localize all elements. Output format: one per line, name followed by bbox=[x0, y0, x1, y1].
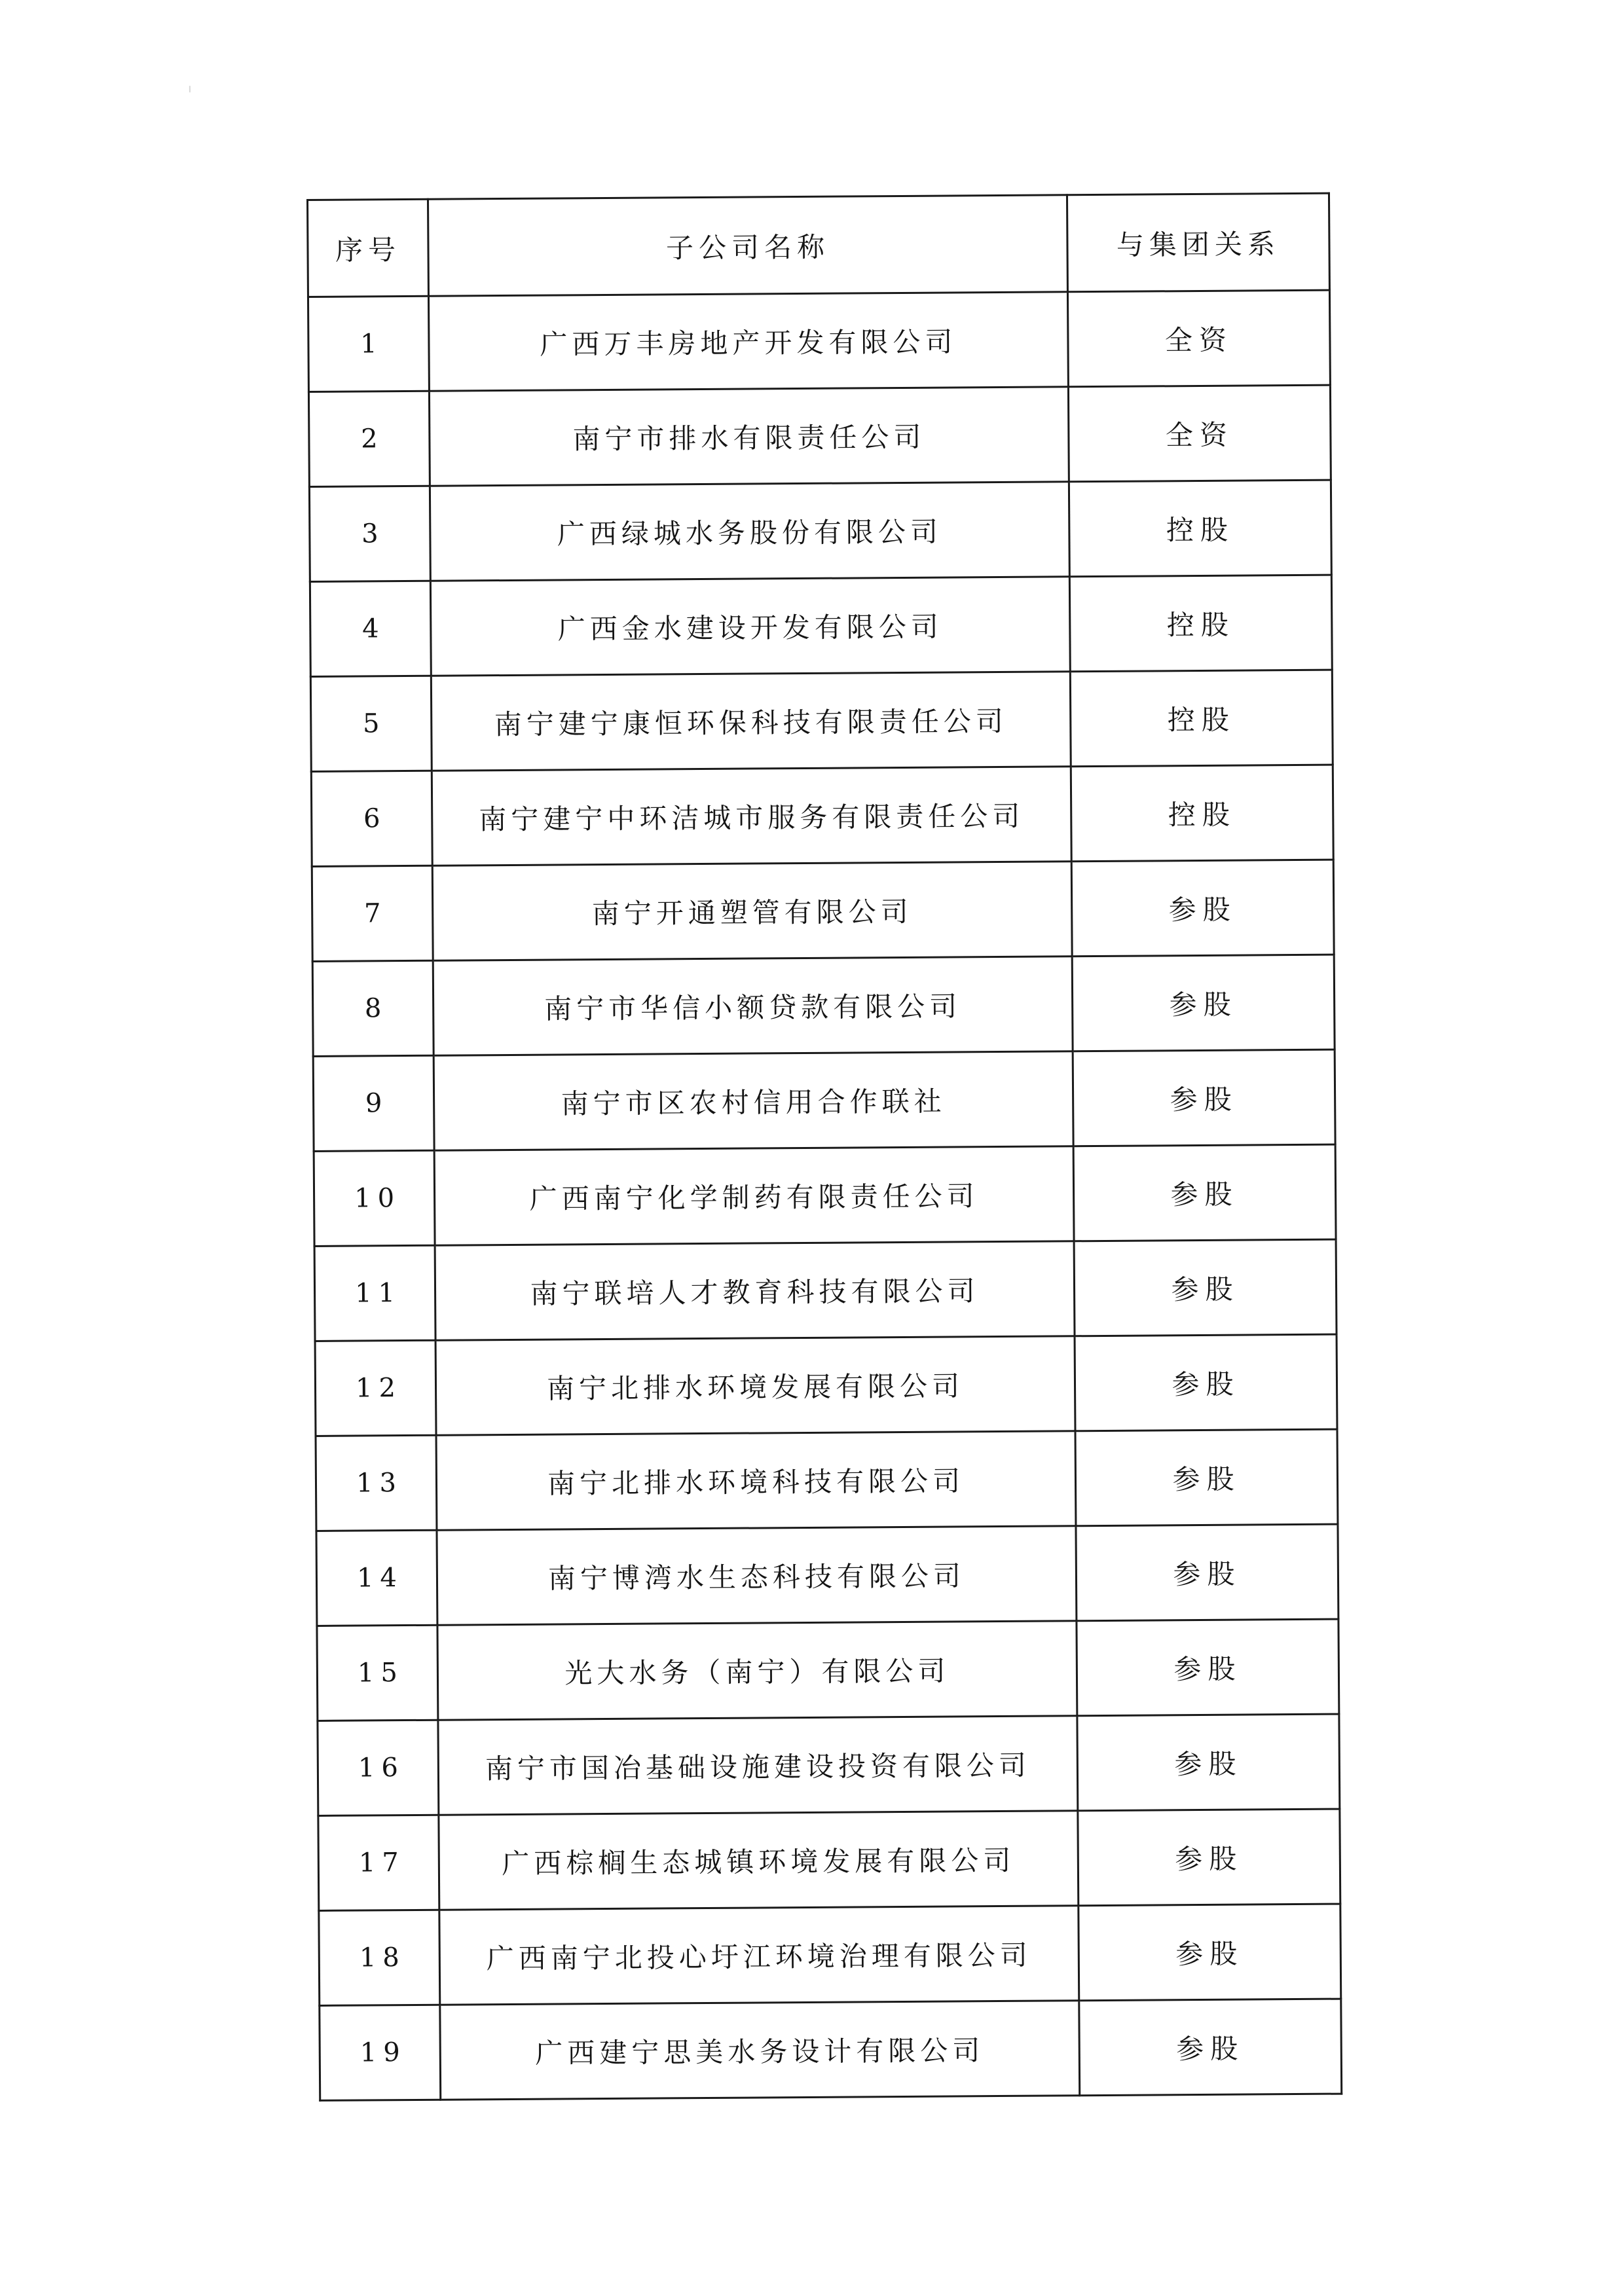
table-row bbox=[310, 575, 1332, 676]
serial-number: 17 bbox=[318, 1815, 439, 1910]
subsidiary-name: 广西南宁北投心圩江环境治理有限公司 bbox=[439, 1906, 1079, 2005]
table-row bbox=[308, 385, 1331, 486]
relation: 全资 bbox=[1067, 290, 1330, 387]
relation: 参股 bbox=[1077, 1619, 1339, 1716]
relation: 参股 bbox=[1073, 1049, 1335, 1146]
serial-number: 16 bbox=[318, 1720, 439, 1815]
header-subsidiary-name: 子公司名称 bbox=[428, 195, 1067, 296]
serial-number: 1 bbox=[308, 296, 429, 392]
serial-number: 5 bbox=[310, 676, 432, 771]
relation: 控股 bbox=[1069, 480, 1331, 577]
serial-number: 18 bbox=[319, 1910, 440, 2005]
table-row bbox=[312, 955, 1335, 1056]
subsidiary-name: 广西金水建设开发有限公司 bbox=[430, 577, 1070, 676]
header-relation-to-group: 与集团关系 bbox=[1067, 193, 1329, 292]
relation: 参股 bbox=[1075, 1334, 1337, 1431]
relation: 参股 bbox=[1077, 1714, 1340, 1811]
subsidiary-table bbox=[306, 192, 1342, 2102]
table-row bbox=[316, 1524, 1338, 1626]
serial-number: 10 bbox=[314, 1150, 435, 1246]
subsidiary-name: 光大水务（南宁）有限公司 bbox=[437, 1621, 1077, 1720]
table-row bbox=[316, 1429, 1338, 1531]
table-row bbox=[314, 1144, 1336, 1246]
subsidiary-name: 南宁市排水有限责任公司 bbox=[429, 387, 1069, 486]
serial-number: 19 bbox=[320, 2005, 441, 2100]
subsidiary-name: 南宁市区农村信用合作联社 bbox=[434, 1051, 1073, 1150]
subsidiary-name: 南宁北排水环境科技有限公司 bbox=[436, 1431, 1076, 1530]
serial-number: 8 bbox=[312, 960, 434, 1056]
subsidiary-name: 广西南宁化学制药有限责任公司 bbox=[434, 1146, 1074, 1245]
table-row bbox=[310, 670, 1333, 771]
table-row bbox=[315, 1334, 1337, 1436]
serial-number: 11 bbox=[314, 1245, 435, 1341]
table-row bbox=[317, 1619, 1339, 1721]
subsidiary-name: 南宁开通塑管有限公司 bbox=[432, 862, 1072, 960]
serial-number: 9 bbox=[313, 1055, 434, 1151]
serial-number: 6 bbox=[311, 771, 432, 866]
relation: 参股 bbox=[1072, 955, 1335, 1051]
relation: 参股 bbox=[1079, 1904, 1341, 2001]
subsidiary-name: 广西棕榈生态城镇环境发展有限公司 bbox=[439, 1811, 1079, 1910]
relation: 控股 bbox=[1070, 670, 1333, 767]
relation: 参股 bbox=[1071, 860, 1334, 957]
relation: 参股 bbox=[1075, 1429, 1338, 1526]
subsidiary-name: 广西万丰房地产开发有限公司 bbox=[428, 292, 1068, 391]
serial-number: 2 bbox=[308, 391, 430, 486]
subsidiary-name: 南宁北排水环境发展有限公司 bbox=[435, 1336, 1075, 1435]
table-row bbox=[314, 1239, 1337, 1341]
subsidiary-name: 南宁博湾水生态科技有限公司 bbox=[437, 1526, 1077, 1625]
table-row bbox=[312, 860, 1334, 961]
relation: 控股 bbox=[1071, 765, 1333, 862]
subsidiary-name: 广西绿城水务股份有限公司 bbox=[430, 482, 1069, 581]
table-row bbox=[319, 1904, 1341, 2005]
table-row bbox=[318, 1809, 1340, 1910]
subsidiary-name: 南宁联培人才教育科技有限公司 bbox=[435, 1241, 1075, 1340]
subsidiary-name: 南宁建宁中环洁城市服务有限责任公司 bbox=[432, 767, 1071, 866]
relation: 控股 bbox=[1069, 575, 1332, 672]
serial-number: 15 bbox=[317, 1625, 438, 1721]
relation: 参股 bbox=[1079, 1999, 1342, 2096]
header-serial-number: 序号 bbox=[307, 199, 428, 297]
table-row bbox=[320, 1999, 1342, 2100]
subsidiary-name: 广西建宁思美水务设计有限公司 bbox=[440, 2001, 1080, 2100]
serial-number: 3 bbox=[309, 486, 430, 581]
table-row bbox=[313, 1049, 1335, 1151]
serial-number: 4 bbox=[310, 581, 431, 676]
table-header-row bbox=[307, 193, 1329, 297]
relation: 参股 bbox=[1074, 1239, 1337, 1336]
table-row bbox=[318, 1714, 1340, 1815]
relation: 参股 bbox=[1073, 1144, 1336, 1241]
table-row bbox=[311, 765, 1333, 866]
subsidiary-name: 南宁建宁康恒环保科技有限责任公司 bbox=[431, 672, 1071, 771]
relation: 参股 bbox=[1078, 1809, 1340, 1906]
serial-number: 12 bbox=[315, 1340, 436, 1436]
subsidiary-name: 南宁市国冶基础设施建设投资有限公司 bbox=[438, 1716, 1078, 1815]
relation: 全资 bbox=[1068, 385, 1331, 482]
serial-number: 13 bbox=[316, 1435, 437, 1531]
scan-speck bbox=[189, 86, 191, 92]
serial-number: 14 bbox=[316, 1530, 437, 1626]
relation: 参股 bbox=[1076, 1524, 1338, 1621]
table-row bbox=[308, 290, 1330, 392]
subsidiary-name: 南宁市华信小额贷款有限公司 bbox=[433, 957, 1073, 1055]
serial-number: 7 bbox=[312, 866, 433, 961]
table-row bbox=[309, 480, 1331, 581]
